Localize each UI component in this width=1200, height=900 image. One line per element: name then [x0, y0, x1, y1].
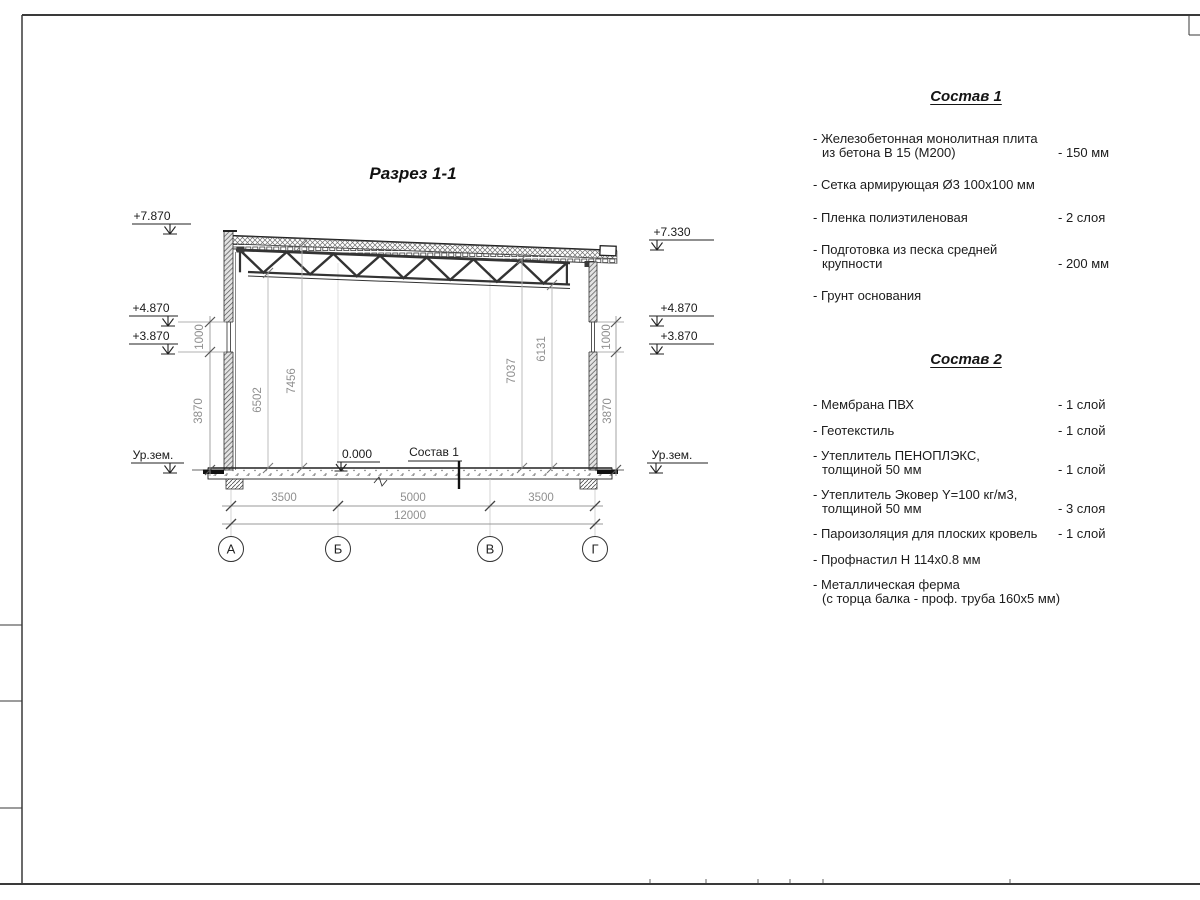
- bottom-dims: [222, 479, 603, 536]
- interior-dim-texts: [252, 336, 548, 413]
- material-line: из бетона В 15 (М200): [822, 144, 956, 160]
- truss-left-bearing: [237, 247, 245, 253]
- material-item: [813, 577, 1061, 606]
- material-item: [813, 487, 1106, 516]
- dim-3870-right: 3870: [602, 398, 614, 424]
- material-value: - 150 мм: [1058, 144, 1110, 160]
- material-line: (с торца балка - проф. труба 160x5 мм): [822, 590, 1061, 606]
- right-dim-chain: [597, 316, 624, 476]
- material-item: [813, 526, 1106, 541]
- material-line: - Утеплитель ПЕНОПЛЭКС,: [813, 448, 980, 463]
- dim-1000-left: 1000: [194, 324, 206, 350]
- level-left-4870: [129, 301, 178, 326]
- composition-2-list: [813, 351, 1143, 617]
- svg-text:+4.870: +4.870: [132, 301, 170, 315]
- right-wall: [589, 262, 597, 470]
- material-line: - Железобетонная монолитная плита: [813, 131, 1038, 146]
- material-line: - Профнастил Н 114x0.8 мм: [813, 551, 981, 567]
- material-item: [813, 553, 1058, 567]
- svg-text:+4.870: +4.870: [660, 301, 698, 315]
- dim-6502: 6502: [252, 387, 264, 413]
- floor-and-ground: [192, 468, 624, 489]
- level-left-3870: [129, 329, 178, 354]
- material-line: толщиной 50 мм: [822, 500, 922, 516]
- material-value: - 200 мм: [1058, 255, 1110, 271]
- svg-text:Состав 1: Состав 1: [409, 445, 459, 459]
- material-line: - Сетка армирующая Ø3 100x100 мм: [813, 177, 1035, 192]
- composition-2-title: Состав 2: [930, 351, 1002, 368]
- svg-text:Ур.зем.: Ур.зем.: [651, 448, 693, 462]
- drawing-title: Разрез 1-1: [369, 164, 457, 183]
- dim-3500-a: 3500: [271, 492, 297, 504]
- material-value: - 2 слоя: [1058, 209, 1106, 225]
- material-line: - Мембрана ПВХ: [813, 397, 914, 412]
- material-value: - 1 слой: [1058, 422, 1106, 438]
- dim-6131: 6131: [536, 336, 548, 362]
- comp1-reference: [408, 445, 462, 489]
- axis-v: В: [485, 541, 495, 557]
- left-dim-chain: [178, 316, 226, 476]
- level-right-7330: [649, 225, 714, 250]
- material-value: - 1 слой: [1058, 397, 1106, 412]
- level-right-3870: [649, 329, 714, 354]
- composition-1-title: Состав 1: [930, 88, 1002, 105]
- material-item: [813, 242, 1110, 271]
- svg-text:+3.870: +3.870: [132, 329, 170, 343]
- material-item: [813, 289, 1058, 303]
- material-item: [813, 178, 1058, 192]
- material-line: - Утеплитель Эковер Y=100 кг/м3,: [813, 487, 1018, 502]
- dim-12000: 12000: [394, 510, 426, 522]
- dim-3500-b: 3500: [528, 492, 554, 504]
- foundation-left: [226, 479, 243, 489]
- material-value: - 1 слой: [1058, 461, 1106, 477]
- axis-bubbles: [219, 537, 608, 562]
- svg-text:Ур.зем.: Ур.зем.: [132, 448, 174, 462]
- svg-text:0.000: 0.000: [341, 447, 373, 461]
- material-item: [813, 131, 1110, 160]
- axis-g: Г: [591, 541, 599, 557]
- ground-level-left: [131, 448, 184, 473]
- floor-slab: [208, 468, 612, 479]
- material-item: [813, 422, 1106, 438]
- material-line: - Подготовка из песка средней: [813, 242, 998, 257]
- level-right-4870: [649, 301, 714, 326]
- material-line: - Металлическая ферма: [813, 577, 960, 592]
- svg-text:+7.330: +7.330: [653, 225, 691, 239]
- ground-level-right: [647, 448, 708, 473]
- roof-package: [228, 236, 617, 264]
- material-line: крупности: [822, 255, 883, 271]
- dim-7456: 7456: [286, 368, 298, 394]
- axis-b: Б: [333, 541, 343, 557]
- material-value: - 1 слой: [1058, 526, 1106, 541]
- frame-bottom-ticks: [650, 879, 1010, 883]
- material-line: - Пленка полиэтиленовая: [813, 209, 968, 225]
- material-line: - Грунт основания: [813, 288, 922, 303]
- grid-lines: [338, 263, 490, 467]
- svg-text:+3.870: +3.870: [660, 329, 698, 343]
- material-line: - Пароизоляция для плоских кровель: [813, 526, 1038, 541]
- axis-a: А: [226, 541, 236, 557]
- dim-1000-right: 1000: [601, 324, 613, 350]
- dim-3870-left: 3870: [193, 398, 205, 424]
- material-value: - 3 слоя: [1058, 500, 1106, 516]
- material-item: [813, 209, 1106, 225]
- roof-edge-plate: [600, 246, 616, 256]
- material-item: [813, 448, 1106, 477]
- material-line: - Геотекстиль: [813, 422, 895, 438]
- level-left-7870: [132, 209, 191, 234]
- foundation-right: [580, 479, 597, 489]
- svg-text:+7.870: +7.870: [133, 209, 171, 223]
- material-line: толщиной 50 мм: [822, 461, 922, 477]
- dim-7037: 7037: [506, 358, 518, 384]
- material-item: [813, 397, 1106, 412]
- composition-1-list: [813, 88, 1143, 322]
- dim-5000: 5000: [400, 492, 426, 504]
